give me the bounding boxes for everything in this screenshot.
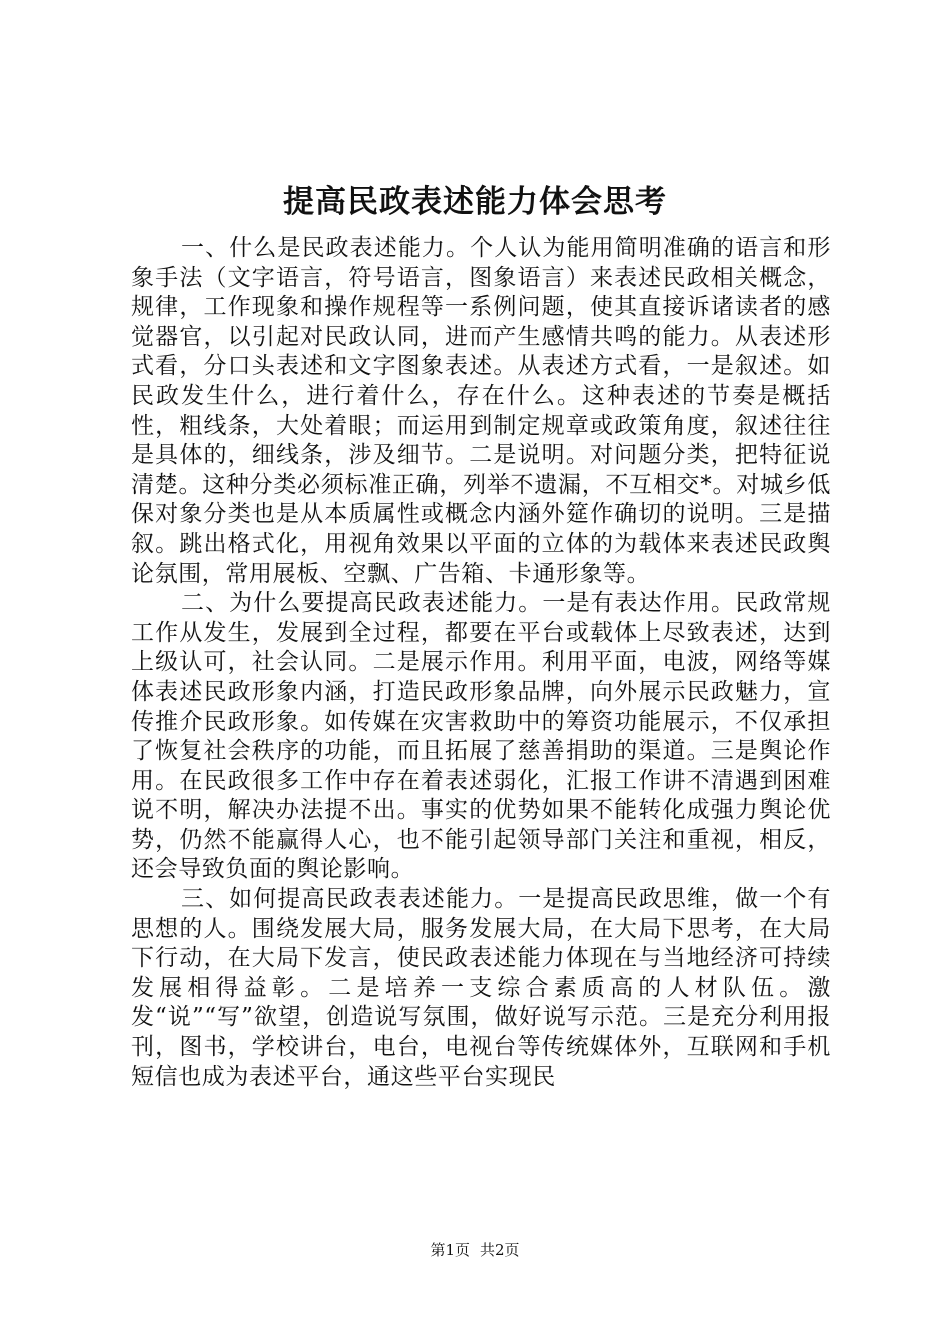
paragraph-3: 三、如何提高民政表表述能力。一是提高民政思维，做一个有思想的人。围绕发展大局，服务发展大局，在大局下思考，在大局下行动，在大局下发言，使民政表述能力体现在与当地经济可持续发展相得益彰。二是培养一支综合素质高的人材队伍。激发“说”“写”欲望，创造说写氛围，做好说写示范。三是充分利用报刊，图书，学校讲台，电台，电视台等传统媒体外，互联网和手机短信也成为表述平台，通这些平台实现民 <box>131 886 831 1090</box>
paragraph-1: 一、什么是民政表述能力。个人认为能用简明准确的语言和形象手法（文字语言，符号语言，图象语言）来表述民政相关概念，规律，工作现象和操作规程等一系例问题，使其直接诉诸读者的感觉器官，以引起对民政认同，进而产生感情共鸣的能力。从表述形式看，分口头表述和文字图象表述。从表述方式看，一是叙述。如民政发生什么，进行着什么，存在什么。这种表述的节奏是概括性，粗线条，大处着眼；而运用到制定规章或政策角度，叙述往往是具体的，细线条，涉及细节。二是说明。对问题分类，把特征说清楚。这种分类必须标准正确，列举不遗漏，不互相交*。对城乡低保对象分类也是从本质属性或概念内涵外筵作确切的说明。三是描叙。跳出格式化，用视角效果以平面的立体的为载体来表述民政舆论氛围，常用展板、空飘、广告箱、卡通形象等。 <box>131 235 831 587</box>
document-title: 提高民政表述能力体会思考 <box>283 184 667 220</box>
page-footer <box>0 1240 950 1260</box>
page-total: 共2页 <box>480 1241 520 1259</box>
paragraph-2: 二、为什么要提高民政表述能力。一是有表达作用。民政常规工作从发生，发展到全过程，都要在平台或载体上尽致表述，达到上级认可，社会认同。二是展示作用。利用平面，电波，网络等媒体表述民政形象内涵，打造民政形象品牌，向外展示民政魅力，宣传推介民政形象。如传媒在灾害救助中的筹资功能展示，不仅承担了恢复社会秩序的功能，而且拓展了慈善捐助的渠道。三是舆论作用。在民政很多工作中存在着表述弱化，汇报工作讲不清遇到困难说不明，解决办法提不出。事实的优势如果不能转化成强力舆论优势，仍然不能赢得人心，也不能引起领导部门关注和重视，相反，还会导致负面的舆论影响。 <box>131 590 831 883</box>
document-body <box>131 234 831 1092</box>
page-number: 第1页 <box>430 1241 470 1259</box>
